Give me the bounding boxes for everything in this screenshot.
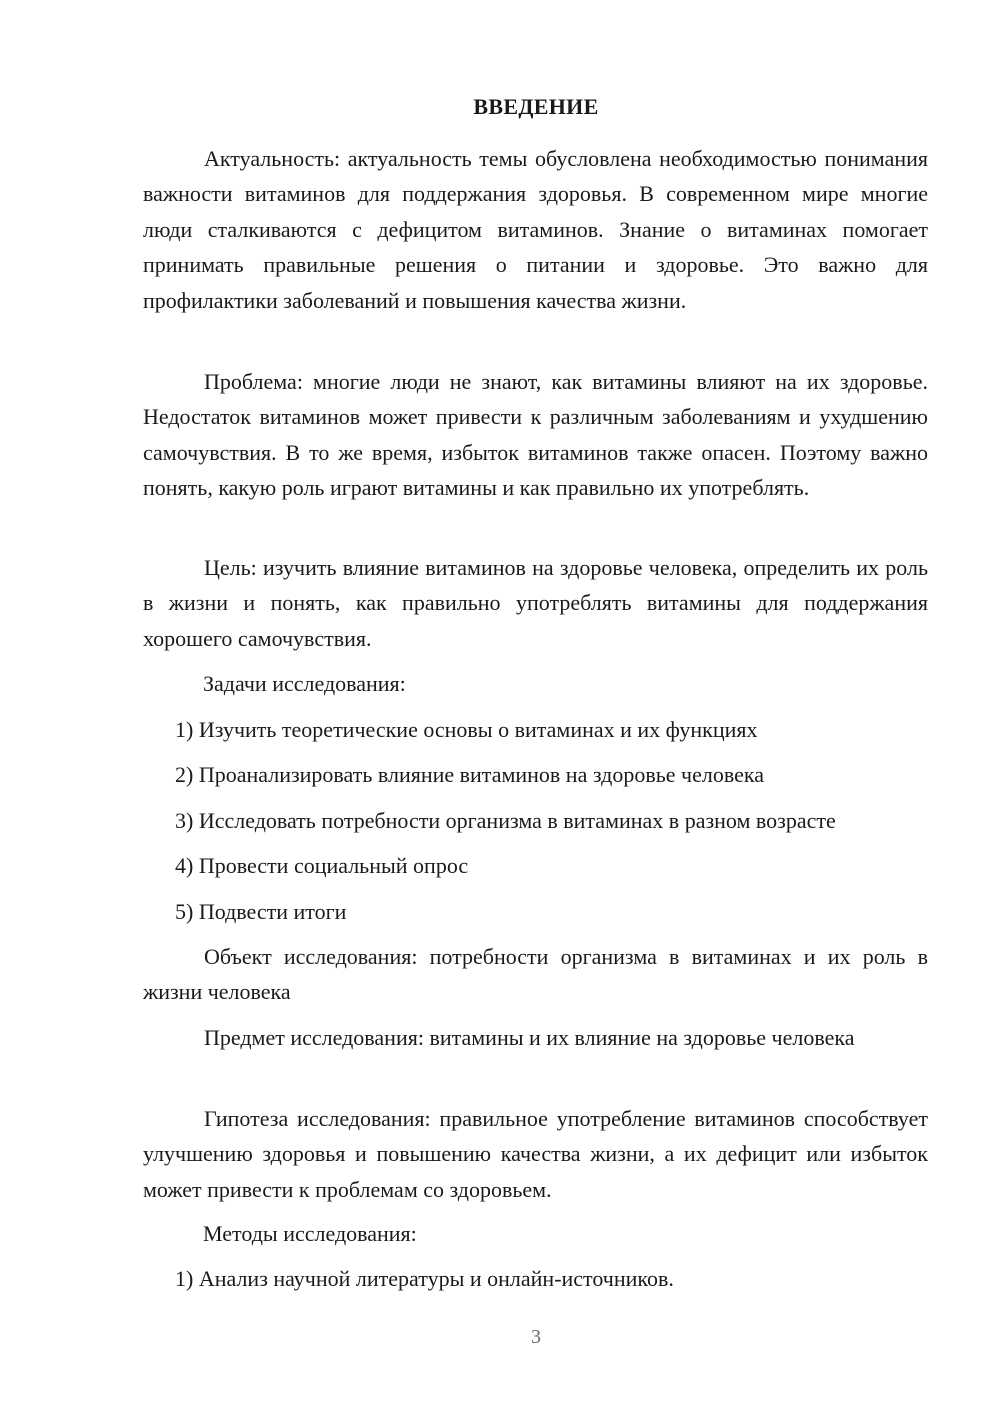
task-item-3: 3) Исследовать потребности организма в витаминах в разном возрасте [175,808,836,833]
method-item-1: 1) Анализ научной литературы и онлайн-источников. [175,1266,674,1291]
methods-title: Методы исследования: [203,1221,417,1246]
task-item-1: 1) Изучить теоретические основы о витаминах и их функциях [175,717,758,742]
problem-paragraph: Проблема: многие люди не знают, как витамины влияют на их здоровье. Недостаток витаминов может привести к различным заболеваниям и ухудшению самочувствия. В то же время, избыток витаминов также опасен. Поэтому важно понять, какую роль играют витамины и как правильно их употреблять. [143,369,928,501]
tasks-title: Задачи исследования: [203,671,406,696]
task-item-4: 4) Провести социальный опрос [175,853,469,878]
hypothesis-paragraph: Гипотеза исследования: правильное употребление витаминов способствует улучшению здоровья и повышению качества жизни, а их дефицит или избыток может привести к проблемам со здоровьем. [143,1106,928,1202]
goal-paragraph: Цель: изучить влияние витаминов на здоровье человека, определить их роль в жизни и понять, как правильно употреблять витамины для поддержания хорошего самочувствия. [143,555,928,651]
subject-paragraph: Предмет исследования: витамины и их влияние на здоровье человека [204,1025,855,1050]
task-item-2: 2) Проанализировать влияние витаминов на здоровье человека [175,762,764,787]
section-heading: ВВЕДЕНИЕ [473,94,599,119]
page-number: 3 [531,1326,541,1348]
object-paragraph: Объект исследования: потребности организма в витаминах и их роль в жизни человека [143,944,928,1005]
task-item-5: 5) Подвести итоги [175,899,347,924]
relevance-paragraph: Актуальность: актуальность темы обусловлена необходимостью понимания важности витаминов для поддержания здоровья. В современном мире многие люди сталкиваются с дефицитом витаминов. Знание о витаминах помогает принимать правильные решения о питании и здоровье. Это важно для профилактики заболеваний и повышения качества жизни. [143,146,928,313]
